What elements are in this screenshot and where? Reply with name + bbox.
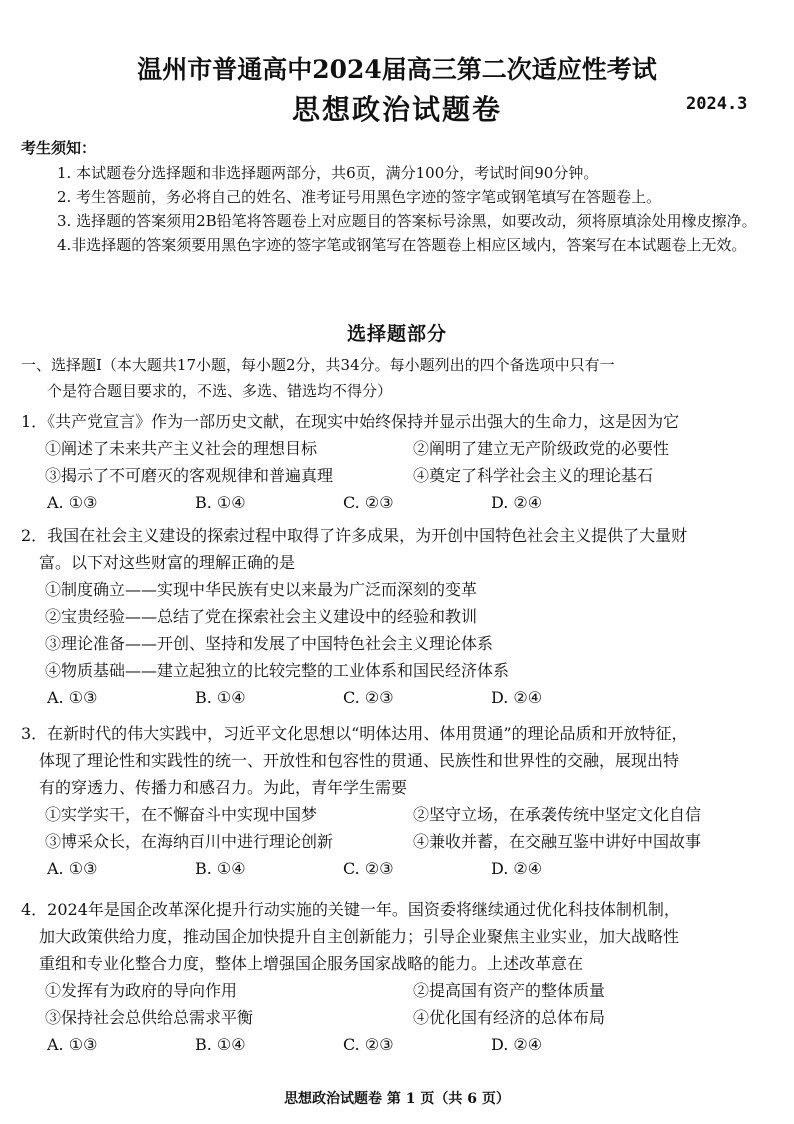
statement-1: ①制度确立——实现中华民族有史以来最为广泛而深刻的变革 [45,580,478,599]
question-stem: 1．《共产党宣言》作为一部历史文献，在现实中始终保持并显示出强大的生命力，这是因为它 [21,412,680,431]
choice-a: A. ①③ [47,688,98,707]
choice-d: D. ②④ [491,688,543,707]
choice-d: D. ②④ [491,493,543,512]
statement-1: ①实学实干，在不懈奋斗中实现中国梦 [45,805,318,824]
choice-a: A. ①③ [47,859,98,878]
notice-item: 1. 本试题卷分选择题和非选择题两部分，共6页，满分100分，考试时间90分钟。 [57,164,599,182]
choice-b: B. ①④ [195,688,246,707]
statement-2: ②阐明了建立无产阶级政党的必要性 [413,439,670,458]
choice-c: C. ②③ [343,1035,394,1054]
question-stem: 2．我国在社会主义建设的探索过程中取得了许多成果，为开创中国特色社会主义提供了大量财 [21,526,688,545]
statement-1: ①发挥有为政府的导向作用 [45,981,238,1000]
choice-b: B. ①④ [195,1035,246,1054]
statement-4: ④奠定了科学社会主义的理论基石 [413,466,654,485]
question-stem: 富。以下对这些财富的理解正确的是 [39,553,296,572]
choice-b: B. ①④ [195,493,246,512]
question-stem: 加大政策供给力度，推动国企加快提升自主创新能力；引导企业聚焦主业实业，加大战略性 [39,927,680,946]
exam-title: 温州市普通高中2024届高三第二次适应性考试 [137,55,657,84]
question-stem: 体现了理论性和实践性的统一、开放性和包容性的贯通、民族性和世界性的交融，展现出特 [39,751,680,770]
choice-a: A. ①③ [47,493,98,512]
notice-item: 4.非选择题的答案须要用黑色字迹的签字笔或钢笔写在答题卷上相应区域内，答案写在本试题卷上无效。 [57,236,747,254]
section-instruction [21,352,781,404]
statement-4: ④物质基础——建立起独立的比较完整的工业体系和国民经济体系 [45,661,510,680]
question-4 [21,896,781,1058]
exam-subject-title: 思想政治试题卷 [291,93,502,126]
statement-1: ①阐述了未来共产主义社会的理想目标 [45,439,318,458]
notice-item: 2. 考生答题前，务必将自己的姓名、准考证号用黑色字迹的签字笔或钢笔填写在答题卷上。 [57,188,662,206]
statement-3: ③理论准备——开创、坚持和发展了中国特色社会主义理论体系 [45,634,494,653]
page-footer: 思想政治试题卷 第 1 页（共 6 页） [284,1091,510,1107]
statement-2: ②提高国有资产的整体质量 [413,981,606,1000]
choice-b: B. ①④ [195,859,246,878]
choice-c: C. ②③ [343,493,394,512]
section-title: 选择题部分 [346,323,447,345]
choice-d: D. ②④ [491,1035,543,1054]
question-stem: 重组和专业化整合力度，整体上增强国企服务国家战略的能力。上述改革意在 [39,954,584,973]
statement-2: ②宝贵经验——总结了党在探索社会主义建设中的经验和教训 [45,607,478,626]
instruction-line: 个是符合题目要求的，不选、多选、错选均不得分） [47,382,393,400]
choice-c: C. ②③ [343,688,394,707]
question-stem: 4．2024年是国企改革深化提升行动实施的关键一年。国资委将继续通过优化科技体制机制， [21,900,680,919]
choice-c: C. ②③ [343,859,394,878]
question-3 [21,720,781,882]
statement-2: ②坚守立场，在承袭传统中坚定文化自信 [413,805,702,824]
exam-date: 2024.3 [686,94,748,114]
question-stem: 有的穿透力、传播力和感召力。为此，青年学生需要 [39,778,408,797]
question-stem: 3．在新时代的伟大实践中，习近平文化思想以“明体达用、体用贯通”的理论品质和开放特征， [21,724,688,743]
choice-a: A. ①③ [47,1035,98,1054]
statement-4: ④兼收并蓄，在交融互鉴中讲好中国故事 [413,832,702,851]
question-2 [21,522,781,711]
statement-3: ③保持社会总供给总需求平衡 [45,1008,254,1027]
notice-list [21,161,769,257]
notice-item: 3. 选择题的答案须用2B铅笔将答题卷上对应题目的答案标号涂黑，如要改动，须将原填涂处用橡皮擦净。 [57,212,757,230]
statement-4: ④优化国有经济的总体布局 [413,1008,606,1027]
statement-3: ③博采众长，在海纳百川中进行理论创新 [45,832,334,851]
statement-3: ③揭示了不可磨灭的客观规律和普遍真理 [45,466,334,485]
choice-d: D. ②④ [491,859,543,878]
instruction-line: 一、选择题Ⅰ（本大题共17小题，每小题2分，共34分。每小题列出的四个备选项中只有一 [21,356,615,374]
question-1 [21,408,781,516]
notice-heading: 考生须知： [21,139,97,157]
